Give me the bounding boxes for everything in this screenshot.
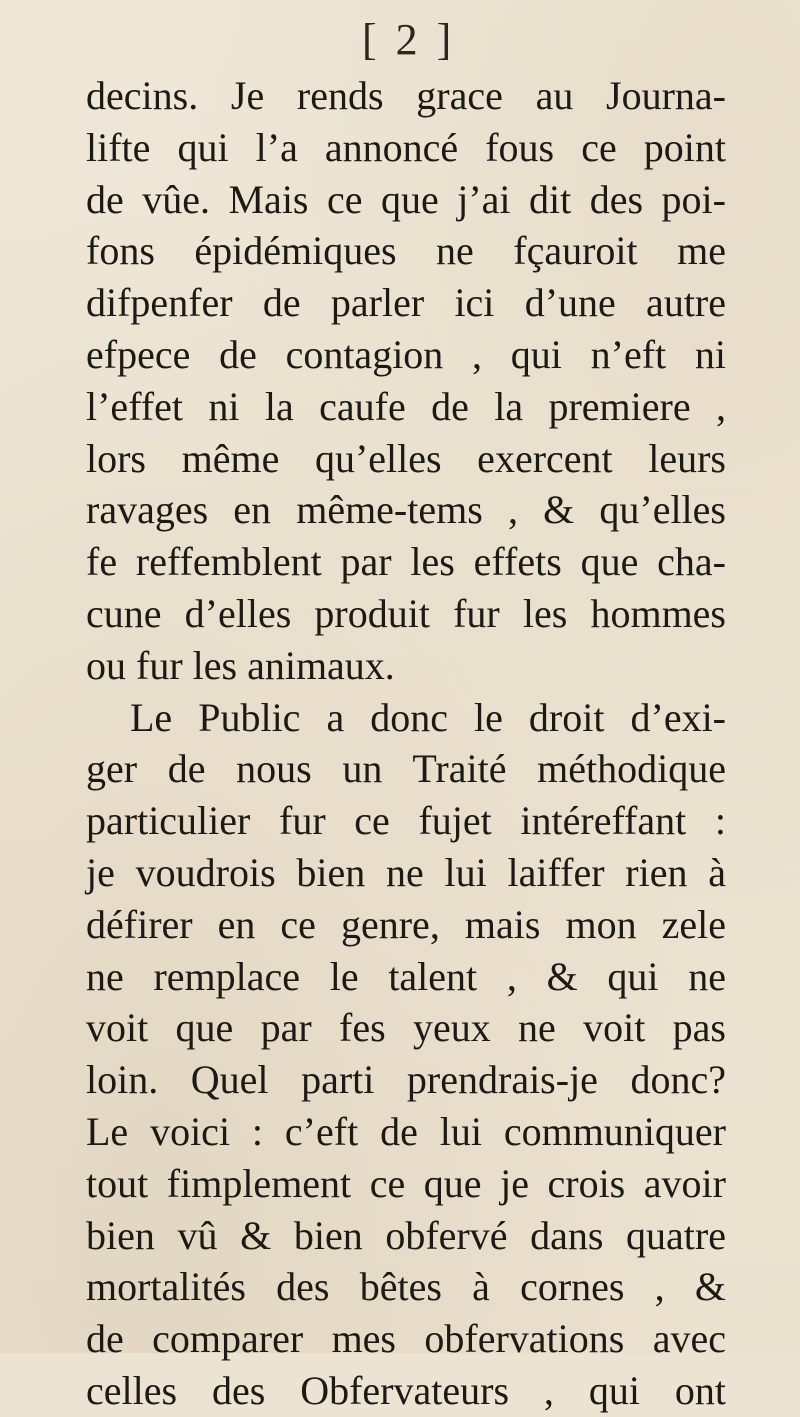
text-line: mortalités des bêtes à cornes , &	[86, 1264, 726, 1310]
body-text	[86, 70, 726, 1417]
page-number: [ 2 ]	[362, 15, 456, 64]
paragraph-start-line: Le Public a donc le droit d’exi-	[130, 694, 726, 740]
text-line: l’effet ni la caufe de la premiere ,	[86, 383, 726, 429]
text-line: de vûe. Mais ce que j’ai dit des poi-	[86, 176, 726, 222]
text-line: particulier fur ce fujet intéreffant :	[86, 798, 726, 844]
text-line: cune d’elles produit fur les hommes	[86, 590, 726, 636]
text-line: Le voici : c’eft de lui communiquer	[86, 1108, 726, 1154]
paragraph-end-line: ou fur les animaux.	[86, 642, 395, 688]
text-line: de comparer mes obfervations avec	[86, 1316, 726, 1362]
text-line: ravages en même-tems , & qu’elles	[86, 487, 726, 533]
text-line: lors même qu’elles exercent leurs	[86, 435, 726, 481]
text-line: celles des Obfervateurs , qui ont	[86, 1367, 726, 1413]
text-line: ger de nous un Traité méthodique	[86, 746, 726, 792]
text-line: défirer en ce genre, mais mon zele	[86, 901, 726, 947]
text-line: loin. Quel parti prendrais-je donc?	[86, 1057, 726, 1103]
text-line: fons épidémiques ne fçauroit me	[86, 228, 726, 274]
text-line: difpenfer de parler ici d’une autre	[86, 280, 726, 326]
text-line: tout fimplement ce que je crois avoir	[86, 1160, 726, 1206]
text-line: efpece de contagion , qui n’eft ni	[86, 331, 726, 377]
text-line: decins. Je rends grace au Journa-	[86, 73, 726, 118]
text-line: ne remplace le talent , & qui ne	[86, 953, 726, 999]
text-line: fe reffemblent par les effets que cha-	[86, 539, 726, 585]
text-line: je voudrois bien ne lui laiffer rien à	[86, 849, 726, 895]
text-line: bien vû & bien obfervé dans quatre	[86, 1212, 726, 1258]
text-line: lifte qui l’a annoncé fous ce point	[86, 124, 726, 170]
text-line: voit que par fes yeux ne voit pas	[86, 1005, 726, 1051]
